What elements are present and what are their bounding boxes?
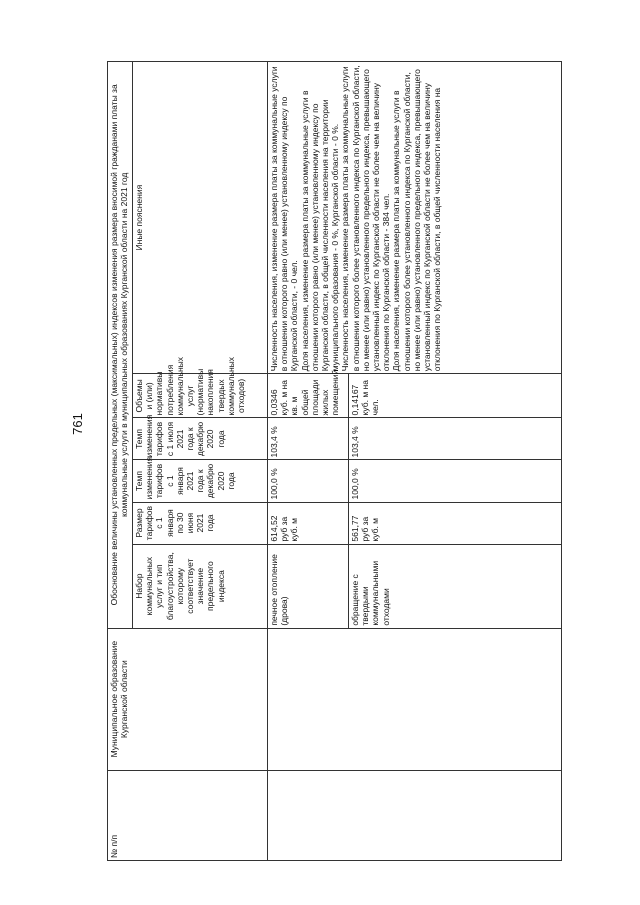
table-row: [268, 62, 349, 861]
tariff-justification-table: [107, 61, 562, 861]
header-tariff-size: Размер тарифов с 1 января по 30 июня 2021 года: [133, 502, 268, 544]
header-col-municipality: Муниципальное образование Курганской области: [108, 628, 268, 770]
row-number-cell: [268, 770, 562, 860]
header-volume: Объемы и (или) нормативы потребления коммунальных услуг (нормативы накопления твердых коммунальных отходов): [133, 374, 268, 418]
header-row-1: [108, 62, 133, 861]
header-col-number: № п/п: [108, 770, 268, 860]
rotated-table-wrapper: [107, 61, 607, 861]
temp-jan-cell: 100,0 %: [268, 460, 349, 502]
service-set-cell: обращение с твердыми коммунальными отходами: [349, 544, 562, 628]
service-set-cell: печное отопление (дрова): [268, 544, 349, 628]
notes-cell: Численность населения, изменение размера платы за коммунальные услуги в отношении которого равно (или менее) установленному индексу по Курганской области, - 0 чел. Доля населения, изменение размера платы за коммунальные услуги в отношении которого равно (или менее) установленному индексу по Курганской области, в общей численности населения на территории муниципального образования - 0 %, Курганской области - 0 %. Численность населения, изменение размера платы за коммунальные услуги в отношении которого более установленного индекса по Курганской области, но менее (или равно) установленного предельного индекса, превышающего установленный индекс по Курганской области не более чем на величину отклонения по Курганской области - 384 чел. Доля населения, изменение размера платы за коммунальные услуги в отношении которого более установленного индекса по Курганской области, но менее (или равно) установленного предельного индекса, превышающего установленный индекс по Курганской области не более чем на величину отклонения по Курганской области, в общей численности населения на: [268, 62, 562, 374]
temp-jan-cell: 100,0 %: [349, 460, 562, 502]
temp-jul-cell: 103,4 %: [268, 418, 349, 460]
volume-cell: 0,0346 куб. м на кв. м общей площади жилых помещений: [268, 374, 349, 418]
page-number: 761: [70, 413, 85, 435]
header-notes: Иные пояснения: [133, 62, 268, 374]
volume-cell: 0,14167 куб. м на чел.: [349, 374, 562, 418]
temp-jul-cell: 103,4 %: [349, 418, 562, 460]
header-title: Обоснование величины установленных предельных (максимальных) индексов изменения размера вносимой гражданами платы за коммунальные услуги в муниципальных образованиях Курганской области на 2021 год: [108, 62, 133, 629]
header-temp-jan: Темп изменения тарифов с 1 января 2021 года к декабрю 2020 года: [133, 460, 268, 502]
header-service-set: Набор коммунальных услуг и тип благоустройства, которому соответствует значение предельного индекса: [133, 544, 268, 628]
tariff-size-cell: 614,52 руб за куб. м: [268, 502, 349, 544]
municipality-cell: [268, 628, 562, 770]
tariff-size-cell: 561,77 руб за куб. м: [349, 502, 562, 544]
header-temp-jul: Темп изменения тарифов с 1 июля 2021 года к декабрю 2020 года: [133, 418, 268, 460]
